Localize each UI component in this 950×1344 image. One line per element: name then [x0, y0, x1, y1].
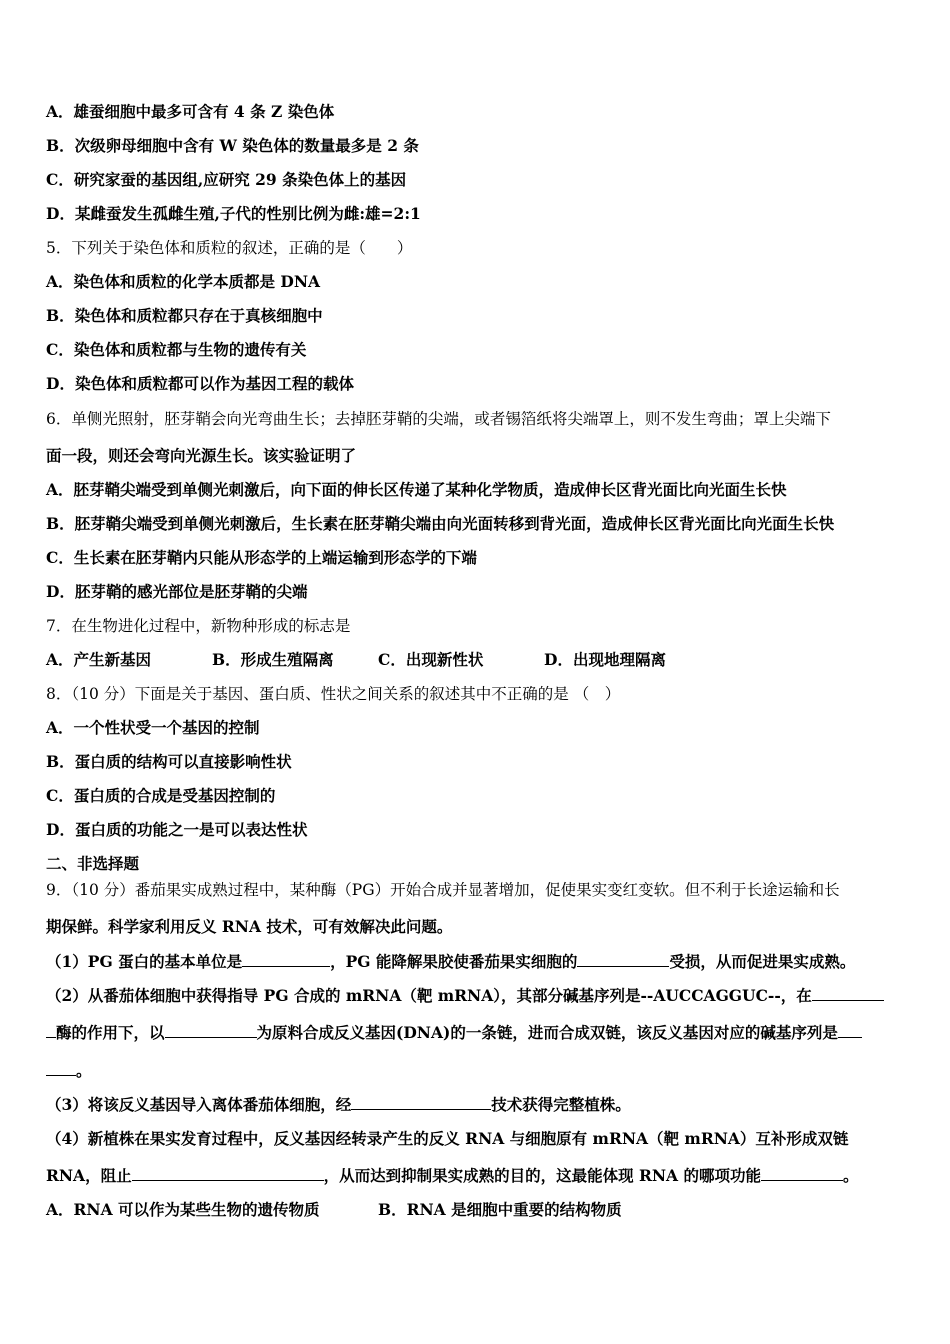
q8-option-a: A．一个性状受一个基因的控制: [46, 718, 260, 737]
section-heading: 二、非选择题: [46, 854, 140, 873]
q9-part1-text-c: 受损，从而促进果实成熟。: [669, 952, 856, 971]
q5-option-d: D．染色体和质粒都可以作为基因工程的载体: [46, 374, 354, 393]
q9-part4-line1: （4）新植株在果实发育过程中，反义基因经转录产生的反义 RNA 与细胞原有 mRNA（靶 mRNA）互补形成双链: [46, 1129, 849, 1148]
q9-part3-text-b: 技术获得完整植株。: [491, 1095, 631, 1114]
answer-blank[interactable]: [761, 1165, 843, 1181]
q9-part2-text-c: 为原料合成反义基因(DNA)的一条链，进而合成双链，该反义基因对应的碱基序列是: [256, 1023, 838, 1042]
q4-option-b: B．次级卵母细胞中含有 W 染色体的数量最多是 2 条: [46, 136, 419, 155]
q6-option-d: D．胚芽鞘的感光部位是胚芽鞘的尖端: [46, 582, 308, 601]
q7-option-b: B．形成生殖隔离: [212, 650, 334, 669]
q6-option-b: B．胚芽鞘尖端受到单侧光刺激后，生长素在胚芽鞘尖端由向光面转移到背光面，造成伸长区背光面比向光面生长快: [46, 514, 835, 533]
q5-stem: 5．下列关于染色体和质粒的叙述，正确的是（ ）: [46, 239, 413, 257]
q9-part3-text-a: （3）将该反义基因导入离体番茄体细胞，经: [46, 1095, 352, 1114]
q8-option-d: D．蛋白质的功能之一是可以表达性状: [46, 820, 308, 839]
answer-blank[interactable]: [812, 985, 884, 1001]
q7-stem: 7．在生物进化过程中，新物种形成的标志是: [46, 617, 351, 635]
q9-part4-text-c: ，从而达到抑制果实成熟的目的，这最能体现 RNA 的哪项功能: [323, 1166, 761, 1185]
q5-option-c: C．染色体和质粒都与生物的遗传有关: [46, 340, 307, 359]
q4-option-a: A．雄蚕细胞中最多可含有 4 条 Z 染色体: [46, 102, 335, 121]
answer-blank[interactable]: [242, 951, 330, 967]
q9-part1-text-a: （1）PG 蛋白的基本单位是: [46, 952, 243, 971]
q4-option-d: D．某雌蚕发生孤雌生殖,子代的性别比例为雌:雄=2:1: [46, 204, 421, 223]
q9-stem-line2: 期保鲜。科学家利用反义 RNA 技术，可有效解决此问题。: [46, 917, 453, 936]
q9-part3: [46, 1094, 631, 1116]
q7-option-c: C．出现新性状: [378, 650, 484, 669]
q9-part4-end: 。: [842, 1166, 859, 1185]
answer-blank[interactable]: [165, 1022, 257, 1038]
answer-blank[interactable]: [838, 1022, 862, 1038]
q9-part1: [46, 951, 855, 973]
q7-option-d: D．出现地理隔离: [544, 650, 666, 669]
q4-option-c: C．研究家蚕的基因组,应研究 29 条染色体上的基因: [46, 170, 407, 189]
q6-stem-line1: 6．单侧光照射，胚芽鞘会向光弯曲生长；去掉胚芽鞘的尖端，或者锡箔纸将尖端罩上，则不发生弯曲；罩上尖端下: [46, 410, 831, 428]
q8-stem: 8．（10 分）下面是关于基因、蛋白质、性状之间关系的叙述其中不正确的是 （ ）: [46, 685, 621, 703]
q9-part1-text-b: ，PG 能降解果胶使番茄果实细胞的: [330, 952, 578, 971]
q9-part4-text-b: RNA，阻止: [46, 1166, 132, 1185]
q9-part2-line1: [46, 985, 884, 1007]
answer-blank[interactable]: [351, 1094, 491, 1110]
answer-blank[interactable]: [46, 1022, 56, 1038]
q8-option-b: B．蛋白质的结构可以直接影响性状: [46, 752, 292, 771]
answer-blank[interactable]: [46, 1060, 76, 1076]
q8-option-c: C．蛋白质的合成是受基因控制的: [46, 786, 276, 805]
q6-option-a: A．胚芽鞘尖端受到单侧光刺激后，向下面的伸长区传递了某种化学物质，造成伸长区背光面比向光面生长快: [46, 480, 787, 499]
answer-blank[interactable]: [577, 951, 669, 967]
q7-option-a: A．产生新基因: [46, 650, 152, 669]
q9-stem-line1: 9．（10 分）番茄果实成熟过程中，某种酶（PG）开始合成并显著增加，促使果实变红变软。但不利于长途运输和长: [46, 881, 840, 899]
q9-part2-end: 。: [76, 1061, 92, 1080]
q9-option-a: A．RNA 可以作为某些生物的遗传物质: [46, 1200, 320, 1219]
q9-part2-line2: [46, 1022, 862, 1044]
q9-part4-line2: [46, 1165, 858, 1187]
q9-part2-text-b: 酶的作用下，以: [56, 1023, 165, 1042]
q6-stem-line2: 面一段，则还会弯向光源生长。该实验证明了: [46, 446, 357, 465]
q5-option-a: A．染色体和质粒的化学本质都是 DNA: [46, 272, 321, 291]
q5-option-b: B．染色体和质粒都只存在于真核细胞中: [46, 306, 323, 325]
q9-options: [46, 1199, 710, 1221]
q7-options: [46, 649, 710, 671]
q9-part2-text-a: （2）从番茄体细胞中获得指导 PG 合成的 mRNA（靶 mRNA），其部分碱基序列是--AUCCAGGUC--，在: [46, 986, 812, 1005]
q9-part2-line3: [46, 1060, 92, 1082]
q6-option-c: C．生长素在胚芽鞘内只能从形态学的上端运输到形态学的下端: [46, 548, 477, 567]
answer-blank[interactable]: [132, 1165, 324, 1181]
q9-option-b: B．RNA 是细胞中重要的结构物质: [378, 1200, 622, 1219]
